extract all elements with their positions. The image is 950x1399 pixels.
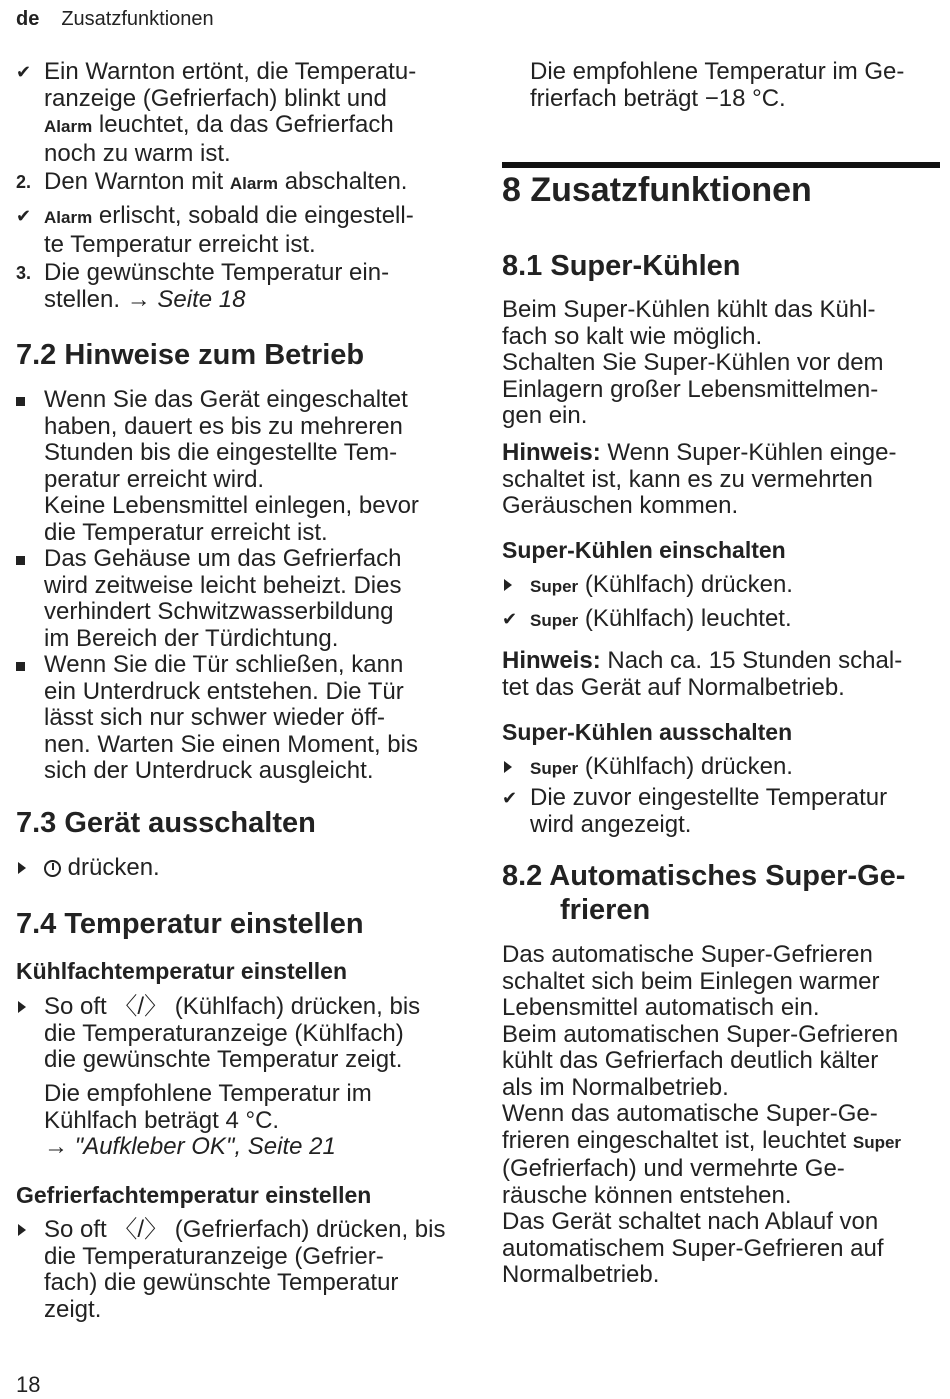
text-line: (Gefrierfach) und vermehrte Ge- (502, 1155, 845, 1182)
text-line: frierfach beträgt −18 °C. (530, 84, 786, 112)
item-text (502, 942, 942, 1128)
step-number: 2. (16, 172, 32, 192)
text-span: erlischt, sobald die eingestell- (98, 202, 414, 229)
heading-line: frieren (560, 894, 651, 926)
text-line: sich der Unterdruck ausgleicht. (44, 757, 374, 784)
text-line: die Temperaturanzeige (Gefrier- (44, 1242, 384, 1270)
text-line: Geräuschen kommen. (502, 492, 739, 519)
text-span: Wenn Super-Kühlen einge- (607, 439, 897, 466)
item-text (44, 387, 466, 546)
text-line: gen ein. (502, 402, 588, 429)
section-heading-8-1: 8.1 Super-Kühlen (502, 250, 741, 282)
item-text (44, 1217, 466, 1323)
chapter-rule (502, 162, 940, 168)
header-title: Zusatzfunktionen (61, 8, 214, 30)
result-alarm-off (16, 203, 466, 258)
page-link[interactable]: → Seite 18 (126, 285, 246, 313)
language-code: de (16, 8, 40, 30)
text-line: als im Normalbetrieb. (502, 1073, 729, 1101)
alarm-label: Alarm (44, 208, 93, 227)
alarm-label: Alarm (44, 117, 93, 136)
sticker-link[interactable]: → "Aufkleber OK", Seite 21 (44, 1133, 336, 1160)
text-line: Das automatische Super-Gefrieren (502, 941, 873, 968)
super-kuehlen-intro (502, 297, 942, 430)
item-text (502, 675, 942, 702)
text-span: stellen. (44, 285, 121, 313)
text-line: Die empfohlene Temperatur im (44, 1080, 372, 1107)
result-ein-2 (502, 606, 942, 635)
step-number: 3. (16, 263, 32, 283)
check-icon: ✔ (16, 62, 32, 82)
kuehlfach-recommendation (44, 1081, 464, 1161)
triangle-bullet-icon (16, 855, 38, 882)
step-power-off (16, 855, 466, 882)
text-line: Lebensmittel automatisch ein. (502, 994, 820, 1021)
heading-line: 8.2 Automatisches Super-Ge- (502, 860, 906, 892)
super-label: Super (530, 611, 579, 630)
text-line: verhindert Schwitzwasserbildung (44, 598, 394, 625)
square-bullet-icon (16, 387, 38, 414)
section-heading-7-3: 7.3 Gerät ausschalten (16, 807, 316, 839)
bullet-list (16, 387, 466, 785)
result-aus-2 (502, 785, 942, 838)
section-heading-8-2 (502, 859, 905, 927)
triangle-bullet-icon (16, 994, 38, 1021)
text-line: ein Unterdruck entstehen. Die Tür (44, 677, 404, 705)
auto-super-gefrieren-text (502, 942, 942, 1289)
text-line: räusche können entstehen. (502, 1181, 792, 1209)
freezer-recommendation (530, 59, 942, 112)
item-text (530, 785, 942, 838)
note-label: Hinweis: (502, 647, 601, 674)
step-ein-1 (502, 572, 942, 601)
text-line: tet das Gerät auf Normalbetrieb. (502, 673, 845, 701)
note-label: Hinweis: (502, 439, 601, 466)
text-line: Die empfohlene Temperatur im Ge- (530, 58, 905, 85)
text-line: Keine Lebensmittel einlegen, bevor (44, 492, 419, 519)
text-line (502, 1128, 942, 1157)
text-line: Beim automatischen Super-Gefrieren (502, 1020, 899, 1048)
text-line: schaltet sich beim Einlegen warmer (502, 967, 880, 995)
text-line: schaltet ist, kann es zu vermehrten (502, 465, 873, 493)
text-line (44, 203, 466, 232)
subheading-einschalten: Super-Kühlen einschalten (502, 537, 786, 563)
text-line: Stunden bis die eingestellte Tem- (44, 439, 398, 466)
text-line: Wenn Sie das Gerät eingeschaltet (44, 386, 408, 413)
text-line: fach) die gewünschte Temperatur (44, 1269, 399, 1296)
chapter-heading-8: 8 Zusatzfunktionen (502, 171, 812, 209)
text-line: Wenn Sie die Tür schließen, kann (44, 651, 404, 678)
alarm-label: Alarm (229, 174, 279, 193)
text-line: die Temperatur erreicht ist. (44, 518, 328, 546)
square-bullet-icon (16, 652, 38, 679)
item-text (502, 1156, 942, 1289)
text-line: Ein Warnton ertönt, die Temperatu- (44, 58, 417, 85)
list-item (16, 387, 466, 546)
text-line: fach so kalt wie möglich. (502, 322, 763, 350)
square-bullet-icon (16, 546, 38, 573)
text-line: So oft 〈/〉 (Gefrierfach) drücken, bis (44, 1216, 446, 1243)
text-line: Das Gerät schaltet nach Ablauf von (502, 1208, 879, 1235)
item-text (502, 467, 942, 520)
triangle-bullet-icon (502, 572, 524, 599)
power-icon (44, 860, 61, 877)
text-line: wird zeitweise leicht beheizt. Dies (44, 571, 402, 599)
subheading-ausschalten: Super-Kühlen ausschalten (502, 719, 793, 745)
step-kuehlfach (16, 994, 466, 1074)
text-span: (Kühlfach) drücken. (584, 753, 793, 780)
text-span: Nach ca. 15 Stunden schal- (607, 647, 903, 674)
text-span: abschalten. (284, 168, 408, 195)
triangle-bullet-icon (502, 754, 524, 781)
section-heading-7-2: 7.2 Hinweise zum Betrieb (16, 339, 365, 371)
text-line: die Temperaturanzeige (Kühlfach) (44, 1019, 404, 1047)
item-text (44, 994, 466, 1074)
text-line: haben, dauert es bis zu mehreren (44, 412, 403, 440)
item-text (44, 546, 466, 652)
text-span: frieren eingeschaltet ist, leuchtet (502, 1126, 847, 1154)
text-line: Die zuvor eingestellte Temperatur (530, 784, 888, 811)
text-line: So oft 〈/〉 (Kühlfach) drücken, bis (44, 993, 421, 1020)
super-label: Super (530, 759, 579, 778)
text-line: ranzeige (Gefrierfach) blinkt und (44, 84, 387, 112)
text-line: nen. Warten Sie einen Moment, bis (44, 730, 418, 758)
text-span: Den Warnton mit (44, 168, 224, 195)
text-line: Einlagern großer Lebensmittelmen- (502, 375, 879, 403)
text-line: Schalten Sie Super-Kühlen vor dem (502, 349, 884, 376)
text-span: (Kühlfach) drücken. (584, 571, 793, 598)
section-heading-7-4: 7.4 Temperatur einstellen (16, 908, 364, 940)
subheading-kuehlfach: Kühlfachtemperatur einstellen (16, 958, 348, 984)
list-item (16, 652, 466, 785)
text-line: Die gewünschte Temperatur ein- (44, 259, 390, 286)
text-line: Kühlfach beträgt 4 °C. (44, 1106, 280, 1134)
note-1 (502, 440, 942, 520)
item-text (44, 652, 466, 785)
text-line: die gewünschte Temperatur zeigt. (44, 1046, 403, 1073)
page-number: 18 (16, 1372, 41, 1397)
text-line: noch zu warm ist. (44, 139, 231, 167)
check-icon: ✔ (502, 609, 518, 629)
text-span: leuchtet, da das Gefrierfach (98, 111, 394, 138)
text-line (502, 440, 942, 467)
text-line: lässt sich nur schwer wieder öff- (44, 704, 386, 731)
item-text (44, 1081, 464, 1134)
text-line: Wenn das automatische Super-Ge- (502, 1100, 878, 1127)
text-span: (Kühlfach) leuchtet. (584, 605, 792, 632)
page-header (16, 8, 214, 31)
text-span: drücken. (67, 854, 160, 881)
super-label: Super (852, 1132, 902, 1152)
text-line: automatischem Super-Gefrieren auf (502, 1234, 884, 1262)
list-item (16, 546, 466, 652)
triangle-bullet-icon (16, 1217, 38, 1244)
check-icon: ✔ (16, 206, 32, 226)
text-line: im Bereich der Türdichtung. (44, 624, 339, 652)
text-line: Das Gehäuse um das Gefrierfach (44, 545, 402, 572)
text-line: wird angezeigt. (530, 810, 692, 838)
text-line: kühlt das Gefrierfach deutlich kälter (502, 1047, 879, 1074)
text-line: Beim Super-Kühlen kühlt das Kühl- (502, 296, 876, 323)
text-line: peratur erreicht wird. (44, 465, 265, 493)
text-line (44, 287, 466, 314)
subheading-gefrierfach: Gefrierfachtemperatur einstellen (16, 1182, 372, 1208)
text-line: te Temperatur erreicht ist. (44, 230, 316, 258)
result-alarm (16, 59, 466, 167)
text-line: zeigt. (44, 1295, 102, 1323)
step-gefrierfach (16, 1217, 466, 1323)
step-3 (16, 260, 466, 313)
super-label: Super (530, 577, 579, 596)
check-icon: ✔ (502, 788, 518, 808)
text-line (44, 112, 466, 141)
note-2 (502, 648, 942, 701)
step-2 (16, 169, 466, 198)
step-aus-1 (502, 754, 942, 783)
text-line: Normalbetrieb. (502, 1261, 660, 1288)
text-line (502, 648, 942, 675)
